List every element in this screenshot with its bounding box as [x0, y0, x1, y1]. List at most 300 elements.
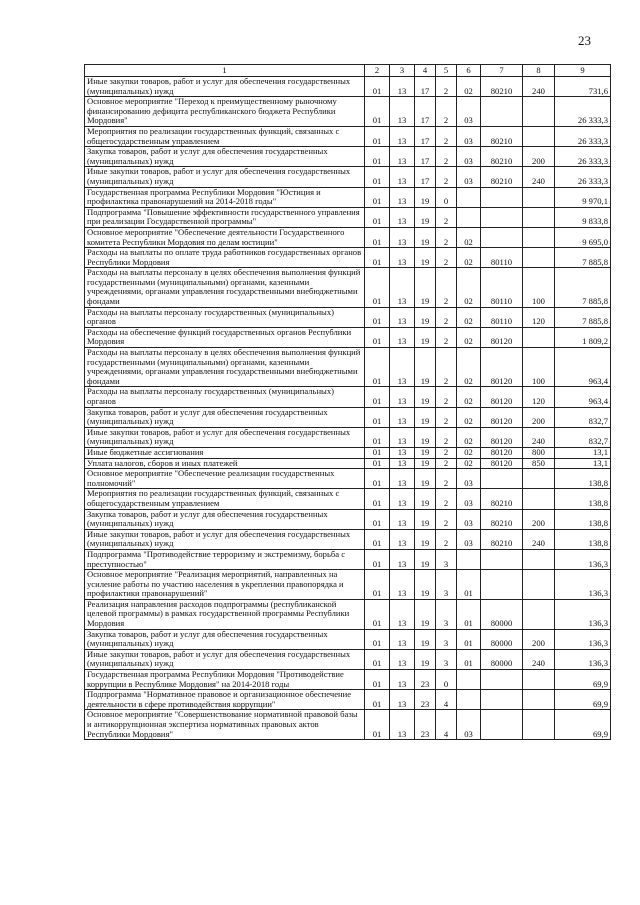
section-code-cell: 01	[365, 77, 390, 97]
amount-cell: 136,3	[555, 629, 611, 649]
row-name-cell: Закупка товаров, работ и услуг для обеспечения государственных (муниципальных) нужд	[85, 147, 365, 167]
subprogram-code-cell: 3	[436, 629, 457, 649]
amount-cell: 138,8	[555, 469, 611, 489]
table-row	[85, 248, 611, 268]
expense-type-cell	[523, 126, 555, 146]
program-code-cell: 17	[415, 167, 436, 187]
table-row	[85, 670, 611, 690]
subprogram-code-cell: 2	[436, 327, 457, 347]
table-row	[85, 327, 611, 347]
amount-cell: 69,9	[555, 690, 611, 710]
subsection-code-cell: 13	[390, 447, 415, 458]
header-cell: 4	[415, 65, 436, 77]
table-row	[85, 509, 611, 529]
amount-cell: 26 333,3	[555, 147, 611, 167]
activity-code-cell	[457, 690, 481, 710]
program-code-cell: 23	[415, 690, 436, 710]
subprogram-code-cell: 2	[436, 469, 457, 489]
amount-cell: 7 885,8	[555, 307, 611, 327]
amount-cell: 136,3	[555, 570, 611, 600]
expense-type-cell: 800	[523, 447, 555, 458]
budget-table	[84, 64, 611, 740]
header-cell: 3	[390, 65, 415, 77]
subsection-code-cell: 13	[390, 469, 415, 489]
activity-code-cell: 03	[457, 469, 481, 489]
subprogram-code-cell: 2	[436, 529, 457, 549]
activity-code-cell: 02	[457, 307, 481, 327]
section-code-cell: 01	[365, 529, 390, 549]
subsection-code-cell: 13	[390, 126, 415, 146]
direction-code-cell: 80120	[481, 447, 523, 458]
subsection-code-cell: 13	[390, 549, 415, 569]
row-name-cell: Иные закупки товаров, работ и услуг для обеспечения государственных (муниципальных) нужд	[85, 167, 365, 187]
table-row	[85, 570, 611, 600]
direction-code-cell: 80120	[481, 427, 523, 447]
subsection-code-cell: 13	[390, 509, 415, 529]
header-cell: 6	[457, 65, 481, 77]
amount-cell: 963,4	[555, 348, 611, 387]
table-row	[85, 227, 611, 247]
subprogram-code-cell: 0	[436, 187, 457, 207]
section-code-cell: 01	[365, 447, 390, 458]
subprogram-code-cell: 0	[436, 670, 457, 690]
expense-type-cell: 240	[523, 649, 555, 669]
program-code-cell: 19	[415, 348, 436, 387]
program-code-cell: 17	[415, 97, 436, 127]
subsection-code-cell: 13	[390, 427, 415, 447]
amount-cell: 69,9	[555, 710, 611, 740]
section-code-cell: 01	[365, 427, 390, 447]
program-code-cell: 19	[415, 447, 436, 458]
row-name-cell: Иные закупки товаров, работ и услуг для обеспечения государственных (муниципальных) нужд	[85, 649, 365, 669]
section-code-cell: 01	[365, 187, 390, 207]
section-code-cell: 01	[365, 147, 390, 167]
page-number: 23	[578, 33, 591, 48]
table-row	[85, 649, 611, 669]
subprogram-code-cell: 2	[436, 458, 457, 469]
amount-cell: 9 833,8	[555, 207, 611, 227]
header-cell: 9	[555, 65, 611, 77]
program-code-cell: 19	[415, 227, 436, 247]
subprogram-code-cell: 2	[436, 248, 457, 268]
direction-code-cell	[481, 670, 523, 690]
header-cell: 8	[523, 65, 555, 77]
table-row	[85, 348, 611, 387]
section-code-cell: 01	[365, 690, 390, 710]
amount-cell: 9 970,1	[555, 187, 611, 207]
subsection-code-cell: 13	[390, 227, 415, 247]
row-name-cell: Подпрограмма "Противодействие терроризму и экстремизму, борьба с преступностью"	[85, 549, 365, 569]
row-name-cell: Закупка товаров, работ и услуг для обеспечения государственных (муниципальных) нужд	[85, 407, 365, 427]
section-code-cell: 01	[365, 570, 390, 600]
program-code-cell: 19	[415, 549, 436, 569]
subprogram-code-cell: 2	[436, 97, 457, 127]
subsection-code-cell: 13	[390, 649, 415, 669]
amount-cell: 26 333,3	[555, 167, 611, 187]
table-row	[85, 97, 611, 127]
table-row	[85, 447, 611, 458]
section-code-cell: 01	[365, 649, 390, 669]
row-name-cell: Иные закупки товаров, работ и услуг для обеспечения государственных (муниципальных) нужд	[85, 427, 365, 447]
activity-code-cell: 01	[457, 599, 481, 629]
program-code-cell: 19	[415, 570, 436, 600]
direction-code-cell: 80120	[481, 407, 523, 427]
row-name-cell: Иные закупки товаров, работ и услуг для обеспечения государственных (муниципальных) нужд	[85, 77, 365, 97]
section-code-cell: 01	[365, 469, 390, 489]
table-row	[85, 126, 611, 146]
program-code-cell: 19	[415, 327, 436, 347]
row-name-cell: Расходы на обеспечение функций государственных органов Республики Мордовия	[85, 327, 365, 347]
activity-code-cell: 03	[457, 529, 481, 549]
expense-type-cell	[523, 489, 555, 509]
section-code-cell: 01	[365, 489, 390, 509]
row-name-cell: Расходы на выплаты персоналу государственных (муниципальных) органов	[85, 387, 365, 407]
subsection-code-cell: 13	[390, 387, 415, 407]
subprogram-code-cell: 2	[436, 387, 457, 407]
amount-cell: 138,8	[555, 529, 611, 549]
row-name-cell: Расходы на выплаты персоналу государственных (муниципальных) органов	[85, 307, 365, 327]
activity-code-cell	[457, 549, 481, 569]
table-row	[85, 307, 611, 327]
direction-code-cell	[481, 469, 523, 489]
program-code-cell: 17	[415, 147, 436, 167]
direction-code-cell	[481, 227, 523, 247]
amount-cell: 1 809,2	[555, 327, 611, 347]
direction-code-cell: 80000	[481, 649, 523, 669]
subsection-code-cell: 13	[390, 489, 415, 509]
expense-type-cell	[523, 549, 555, 569]
section-code-cell: 01	[365, 227, 390, 247]
direction-code-cell: 80210	[481, 509, 523, 529]
row-name-cell: Мероприятия по реализации государственных функций, связанных с общегосударственным управлением	[85, 126, 365, 146]
activity-code-cell: 03	[457, 509, 481, 529]
program-code-cell: 19	[415, 469, 436, 489]
subprogram-code-cell: 3	[436, 599, 457, 629]
header-cell: 7	[481, 65, 523, 77]
expense-type-cell	[523, 570, 555, 600]
direction-code-cell	[481, 187, 523, 207]
activity-code-cell	[457, 207, 481, 227]
subsection-code-cell: 13	[390, 407, 415, 427]
table-row	[85, 77, 611, 97]
subprogram-code-cell: 2	[436, 77, 457, 97]
amount-cell: 963,4	[555, 387, 611, 407]
expense-type-cell: 120	[523, 387, 555, 407]
expense-type-cell	[523, 97, 555, 127]
subprogram-code-cell: 2	[436, 268, 457, 307]
activity-code-cell	[457, 187, 481, 207]
direction-code-cell: 80120	[481, 458, 523, 469]
activity-code-cell: 03	[457, 489, 481, 509]
program-code-cell: 19	[415, 268, 436, 307]
section-code-cell: 01	[365, 549, 390, 569]
section-code-cell: 01	[365, 387, 390, 407]
table-row	[85, 629, 611, 649]
table-row	[85, 690, 611, 710]
amount-cell: 136,3	[555, 599, 611, 629]
row-name-cell: Основное мероприятие "Реализация мероприятий, направленных на усиление работы по участию населения в укреплении правопорядка и профилактики правонарушений"	[85, 570, 365, 600]
subsection-code-cell: 13	[390, 629, 415, 649]
section-code-cell: 01	[365, 599, 390, 629]
amount-cell: 138,8	[555, 489, 611, 509]
subsection-code-cell: 13	[390, 710, 415, 740]
subprogram-code-cell: 2	[436, 307, 457, 327]
direction-code-cell: 80120	[481, 348, 523, 387]
amount-cell: 9 695,0	[555, 227, 611, 247]
section-code-cell: 01	[365, 458, 390, 469]
direction-code-cell: 80120	[481, 327, 523, 347]
activity-code-cell: 02	[457, 458, 481, 469]
section-code-cell: 01	[365, 407, 390, 427]
row-name-cell: Иные закупки товаров, работ и услуг для обеспечения государственных (муниципальных) нужд	[85, 529, 365, 549]
header-cell: 1	[85, 65, 365, 77]
table-row	[85, 549, 611, 569]
table-row	[85, 207, 611, 227]
table-row	[85, 167, 611, 187]
section-code-cell: 01	[365, 670, 390, 690]
direction-code-cell	[481, 97, 523, 127]
table-row	[85, 427, 611, 447]
section-code-cell: 01	[365, 126, 390, 146]
expense-type-cell	[523, 248, 555, 268]
activity-code-cell: 03	[457, 710, 481, 740]
row-name-cell: Основное мероприятие "Совершенствование нормативной правовой базы и антикоррупционная экспертиза нормативных правовых актов Республики Мордовия"	[85, 710, 365, 740]
subsection-code-cell: 13	[390, 690, 415, 710]
program-code-cell: 23	[415, 670, 436, 690]
subprogram-code-cell: 3	[436, 649, 457, 669]
activity-code-cell: 03	[457, 126, 481, 146]
amount-cell: 13,1	[555, 458, 611, 469]
direction-code-cell: 80210	[481, 529, 523, 549]
section-code-cell: 01	[365, 248, 390, 268]
activity-code-cell	[457, 670, 481, 690]
subsection-code-cell: 13	[390, 458, 415, 469]
direction-code-cell: 80210	[481, 489, 523, 509]
expense-type-cell	[523, 690, 555, 710]
amount-cell: 7 885,8	[555, 248, 611, 268]
activity-code-cell: 02	[457, 248, 481, 268]
table-row	[85, 268, 611, 307]
activity-code-cell: 02	[457, 227, 481, 247]
program-code-cell: 19	[415, 427, 436, 447]
program-code-cell: 19	[415, 407, 436, 427]
row-name-cell: Расходы на выплаты персоналу в целях обеспечения выполнения функций государственными (муниципальными) органами, казенными учреждениями, органами управления государственными внебюджетными фондами	[85, 348, 365, 387]
program-code-cell: 19	[415, 248, 436, 268]
amount-cell: 832,7	[555, 407, 611, 427]
subsection-code-cell: 13	[390, 248, 415, 268]
subsection-code-cell: 13	[390, 599, 415, 629]
table-row	[85, 489, 611, 509]
subsection-code-cell: 13	[390, 167, 415, 187]
expense-type-cell	[523, 327, 555, 347]
table-row	[85, 187, 611, 207]
row-name-cell: Подпрограмма "Повышение эффективности государственного управления при реализации Государственной программы"	[85, 207, 365, 227]
section-code-cell: 01	[365, 629, 390, 649]
subsection-code-cell: 13	[390, 570, 415, 600]
activity-code-cell: 02	[457, 407, 481, 427]
amount-cell: 832,7	[555, 427, 611, 447]
amount-cell: 731,6	[555, 77, 611, 97]
activity-code-cell: 02	[457, 427, 481, 447]
amount-cell: 138,8	[555, 509, 611, 529]
subprogram-code-cell: 2	[436, 227, 457, 247]
subprogram-code-cell: 2	[436, 489, 457, 509]
expense-type-cell	[523, 207, 555, 227]
expense-type-cell	[523, 469, 555, 489]
expense-type-cell: 120	[523, 307, 555, 327]
subprogram-code-cell: 3	[436, 549, 457, 569]
table-row	[85, 710, 611, 740]
program-code-cell: 17	[415, 126, 436, 146]
direction-code-cell: 80110	[481, 248, 523, 268]
subsection-code-cell: 13	[390, 77, 415, 97]
section-code-cell: 01	[365, 710, 390, 740]
direction-code-cell: 80110	[481, 268, 523, 307]
expense-type-cell: 850	[523, 458, 555, 469]
subprogram-code-cell: 2	[436, 509, 457, 529]
row-name-cell: Иные бюджетные ассигнования	[85, 447, 365, 458]
amount-cell: 26 333,3	[555, 126, 611, 146]
expense-type-cell: 200	[523, 407, 555, 427]
direction-code-cell: 80210	[481, 77, 523, 97]
amount-cell: 13,1	[555, 447, 611, 458]
subprogram-code-cell: 2	[436, 147, 457, 167]
expense-type-cell: 100	[523, 348, 555, 387]
program-code-cell: 19	[415, 207, 436, 227]
program-code-cell: 19	[415, 599, 436, 629]
table-row	[85, 458, 611, 469]
activity-code-cell: 02	[457, 327, 481, 347]
direction-code-cell	[481, 690, 523, 710]
section-code-cell: 01	[365, 268, 390, 307]
subprogram-code-cell: 2	[436, 207, 457, 227]
activity-code-cell: 02	[457, 387, 481, 407]
header-cell: 2	[365, 65, 390, 77]
program-code-cell: 19	[415, 649, 436, 669]
subsection-code-cell: 13	[390, 348, 415, 387]
subsection-code-cell: 13	[390, 307, 415, 327]
section-code-cell: 01	[365, 509, 390, 529]
expense-type-cell: 200	[523, 147, 555, 167]
activity-code-cell: 01	[457, 570, 481, 600]
activity-code-cell: 02	[457, 447, 481, 458]
subsection-code-cell: 13	[390, 97, 415, 127]
section-code-cell: 01	[365, 327, 390, 347]
row-name-cell: Государственная программа Республики Мордовия "Противодействие коррупции в Республике Мордовия" на 2014-2018 годы	[85, 670, 365, 690]
row-name-cell: Закупка товаров, работ и услуг для обеспечения государственных (муниципальных) нужд	[85, 509, 365, 529]
direction-code-cell: 80210	[481, 167, 523, 187]
expense-type-cell: 240	[523, 77, 555, 97]
expense-type-cell: 200	[523, 629, 555, 649]
direction-code-cell	[481, 207, 523, 227]
subprogram-code-cell: 2	[436, 167, 457, 187]
expense-type-cell: 100	[523, 268, 555, 307]
section-code-cell: 01	[365, 97, 390, 127]
expense-type-cell	[523, 710, 555, 740]
expense-type-cell	[523, 187, 555, 207]
section-code-cell: 01	[365, 167, 390, 187]
subsection-code-cell: 13	[390, 187, 415, 207]
subprogram-code-cell: 4	[436, 710, 457, 740]
amount-cell: 26 333,3	[555, 97, 611, 127]
table-row	[85, 469, 611, 489]
program-code-cell: 19	[415, 458, 436, 469]
table-row	[85, 147, 611, 167]
section-code-cell: 01	[365, 348, 390, 387]
header-cell: 5	[436, 65, 457, 77]
program-code-cell: 19	[415, 629, 436, 649]
subprogram-code-cell: 2	[436, 447, 457, 458]
direction-code-cell	[481, 549, 523, 569]
row-name-cell: Основное мероприятие "Переход к преимущественному рыночному финансированию дефицита республиканского бюджета Республики Мордовия"	[85, 97, 365, 127]
activity-code-cell: 03	[457, 167, 481, 187]
subprogram-code-cell: 4	[436, 690, 457, 710]
subsection-code-cell: 13	[390, 207, 415, 227]
expense-type-cell	[523, 227, 555, 247]
program-code-cell: 19	[415, 489, 436, 509]
section-code-cell: 01	[365, 207, 390, 227]
row-name-cell: Закупка товаров, работ и услуг для обеспечения государственных (муниципальных) нужд	[85, 629, 365, 649]
direction-code-cell: 80210	[481, 126, 523, 146]
amount-cell: 7 885,8	[555, 268, 611, 307]
table-row	[85, 407, 611, 427]
program-code-cell: 19	[415, 307, 436, 327]
row-name-cell: Реализация направления расходов подпрограммы (республиканской целевой программы) в рамках государственной программы Республики Мордовия	[85, 599, 365, 629]
subsection-code-cell: 13	[390, 147, 415, 167]
activity-code-cell: 03	[457, 147, 481, 167]
amount-cell: 136,3	[555, 549, 611, 569]
direction-code-cell: 80000	[481, 599, 523, 629]
subsection-code-cell: 13	[390, 529, 415, 549]
direction-code-cell: 80120	[481, 387, 523, 407]
expense-type-cell	[523, 599, 555, 629]
section-code-cell: 01	[365, 307, 390, 327]
program-code-cell: 23	[415, 710, 436, 740]
activity-code-cell: 03	[457, 97, 481, 127]
row-name-cell: Мероприятия по реализации государственных функций, связанных с общегосударственным управлением	[85, 489, 365, 509]
table-row	[85, 599, 611, 629]
direction-code-cell	[481, 710, 523, 740]
amount-cell: 69,9	[555, 670, 611, 690]
expense-type-cell: 200	[523, 509, 555, 529]
subprogram-code-cell: 2	[436, 407, 457, 427]
activity-code-cell: 01	[457, 629, 481, 649]
expense-type-cell: 240	[523, 529, 555, 549]
program-code-cell: 19	[415, 187, 436, 207]
row-name-cell: Основное мероприятие "Обеспечение реализации государственных полномочий"	[85, 469, 365, 489]
row-name-cell: Расходы на выплаты персоналу в целях обеспечения выполнения функций государственными (муниципальными) органами, казенными учреждениями, органами управления государственными внебюджетными фондами	[85, 268, 365, 307]
subsection-code-cell: 13	[390, 327, 415, 347]
amount-cell: 136,3	[555, 649, 611, 669]
table-row	[85, 529, 611, 549]
subsection-code-cell: 13	[390, 670, 415, 690]
direction-code-cell: 80000	[481, 629, 523, 649]
row-name-cell: Основное мероприятие "Обеспечение деятельности Государственного комитета Республики Мордовия по делам юстиции"	[85, 227, 365, 247]
activity-code-cell: 02	[457, 268, 481, 307]
row-name-cell: Расходы на выплаты по оплате труда работников государственных органов Республики Мордовия	[85, 248, 365, 268]
subprogram-code-cell: 2	[436, 348, 457, 387]
direction-code-cell: 80210	[481, 147, 523, 167]
program-code-cell: 17	[415, 77, 436, 97]
program-code-cell: 19	[415, 529, 436, 549]
program-code-cell: 19	[415, 509, 436, 529]
direction-code-cell: 80110	[481, 307, 523, 327]
activity-code-cell: 01	[457, 649, 481, 669]
row-name-cell: Уплата налогов, сборов и иных платежей	[85, 458, 365, 469]
table-body	[85, 77, 611, 740]
expense-type-cell	[523, 670, 555, 690]
expense-type-cell: 240	[523, 427, 555, 447]
